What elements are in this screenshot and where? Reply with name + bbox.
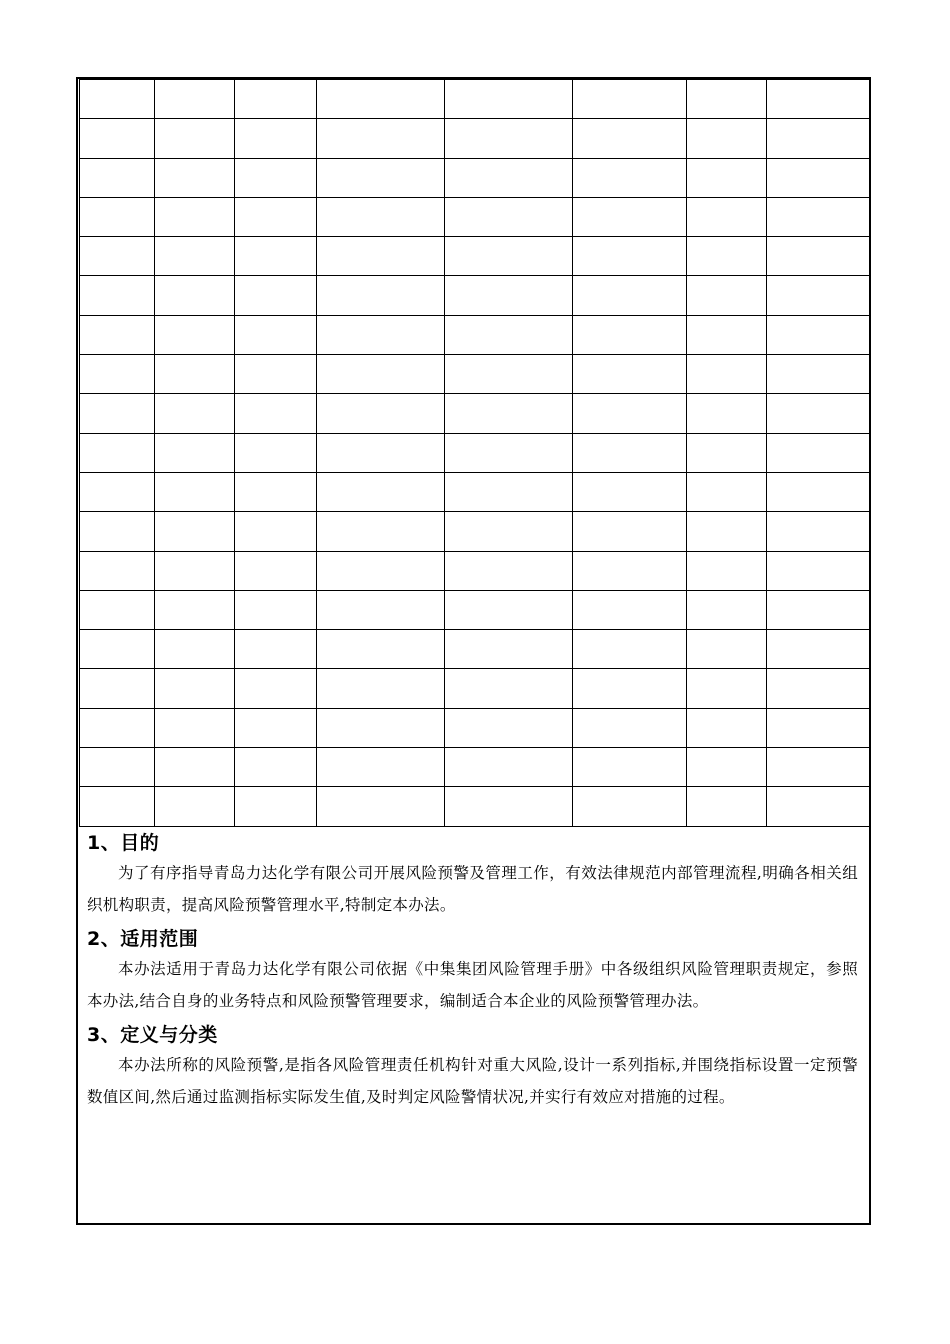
table-cell: [80, 590, 155, 629]
table-cell: [317, 630, 445, 669]
section-heading: 3、定义与分类: [87, 1024, 218, 1046]
table-row: [80, 551, 871, 590]
table-cell: [687, 708, 767, 747]
table-cell: [445, 237, 573, 276]
table-cell: [767, 355, 871, 394]
table-cell: [80, 276, 155, 315]
table-row: [80, 512, 871, 551]
table-cell: [80, 787, 155, 826]
table-cell: [80, 80, 155, 119]
table-cell: [767, 472, 871, 511]
table-cell: [155, 394, 235, 433]
table-cell: [687, 512, 767, 551]
table-cell: [155, 551, 235, 590]
table-cell: [767, 551, 871, 590]
table-cell: [155, 669, 235, 708]
table-cell: [767, 748, 871, 787]
table-cell: [573, 472, 687, 511]
table-cell: [317, 80, 445, 119]
table-cell: [687, 158, 767, 197]
table-cell: [235, 630, 317, 669]
table-cell: [687, 669, 767, 708]
table-row: [80, 237, 871, 276]
table-cell: [155, 787, 235, 826]
table-cell: [687, 748, 767, 787]
table-cell: [155, 197, 235, 236]
table-cell: [80, 708, 155, 747]
table-cell: [445, 158, 573, 197]
table-cell: [80, 355, 155, 394]
table-cell: [155, 472, 235, 511]
table-cell: [235, 590, 317, 629]
table-cell: [155, 315, 235, 354]
table-row: [80, 433, 871, 472]
table-cell: [235, 787, 317, 826]
table-cell: [80, 394, 155, 433]
table-cell: [317, 551, 445, 590]
table-cell: [80, 315, 155, 354]
table-cell: [80, 472, 155, 511]
table-row: [80, 197, 871, 236]
table-cell: [317, 787, 445, 826]
table-cell: [235, 472, 317, 511]
table-cell: [80, 197, 155, 236]
table-cell: [573, 80, 687, 119]
table-cell: [687, 787, 767, 826]
table-cell: [317, 119, 445, 158]
table-cell: [573, 276, 687, 315]
table-cell: [317, 355, 445, 394]
table-cell: [80, 551, 155, 590]
table-cell: [445, 433, 573, 472]
table-cell: [80, 512, 155, 551]
table-row: [80, 787, 871, 826]
table-cell: [80, 748, 155, 787]
table-cell: [235, 80, 317, 119]
table-cell: [317, 748, 445, 787]
table-cell: [573, 433, 687, 472]
table-cell: [687, 433, 767, 472]
table-cell: [235, 669, 317, 708]
table-cell: [767, 119, 871, 158]
table-cell: [235, 748, 317, 787]
table-row: [80, 394, 871, 433]
table-cell: [767, 433, 871, 472]
table-cell: [767, 237, 871, 276]
table-cell: [235, 512, 317, 551]
table-row: [80, 708, 871, 747]
table-cell: [317, 472, 445, 511]
table-cell: [317, 237, 445, 276]
table-cell: [80, 119, 155, 158]
table-cell: [687, 80, 767, 119]
table-cell: [767, 315, 871, 354]
table-cell: [317, 590, 445, 629]
grid-body: [80, 80, 871, 827]
table-cell: [767, 197, 871, 236]
section-heading: 2、适用范围: [87, 928, 199, 950]
table-cell: [573, 119, 687, 158]
table-cell: [445, 355, 573, 394]
table-cell: [767, 394, 871, 433]
section-definition: [87, 1021, 858, 1113]
text-content-area: [79, 826, 870, 1221]
table-cell: [235, 433, 317, 472]
table-cell: [687, 276, 767, 315]
table-cell: [155, 630, 235, 669]
table-row: [80, 630, 871, 669]
table-cell: [573, 590, 687, 629]
table-cell: [235, 551, 317, 590]
table-cell: [317, 315, 445, 354]
table-cell: [687, 472, 767, 511]
table-row: [80, 80, 871, 119]
table-cell: [573, 551, 687, 590]
table-cell: [235, 237, 317, 276]
table-cell: [767, 512, 871, 551]
table-cell: [767, 669, 871, 708]
table-cell: [445, 551, 573, 590]
table-cell: [317, 197, 445, 236]
table-cell: [573, 708, 687, 747]
table-row: [80, 158, 871, 197]
table-cell: [767, 787, 871, 826]
table-row: [80, 669, 871, 708]
table-cell: [445, 315, 573, 354]
table-cell: [155, 80, 235, 119]
table-cell: [445, 787, 573, 826]
table-cell: [767, 80, 871, 119]
table-cell: [573, 158, 687, 197]
table-cell: [687, 119, 767, 158]
table-cell: [573, 315, 687, 354]
table-cell: [767, 708, 871, 747]
table-cell: [80, 669, 155, 708]
table-cell: [573, 394, 687, 433]
table-cell: [687, 590, 767, 629]
table-cell: [317, 158, 445, 197]
table-cell: [445, 276, 573, 315]
table-cell: [317, 708, 445, 747]
table-row: [80, 472, 871, 511]
table-cell: [317, 276, 445, 315]
blank-grid-table: [79, 79, 871, 827]
table-cell: [445, 472, 573, 511]
table-cell: [687, 630, 767, 669]
table-cell: [445, 748, 573, 787]
table-cell: [155, 708, 235, 747]
table-cell: [573, 197, 687, 236]
table-cell: [155, 748, 235, 787]
table-cell: [235, 355, 317, 394]
table-cell: [235, 119, 317, 158]
table-cell: [573, 237, 687, 276]
table-row: [80, 119, 871, 158]
table-cell: [573, 669, 687, 708]
table-cell: [235, 708, 317, 747]
section-purpose: [87, 829, 858, 921]
table-cell: [767, 590, 871, 629]
section-body: 本办法所称的风险预警,是指各风险管理责任机构针对重大风险,设计一系列指标,并围绕指标设置一定预警数值区间,然后通过监测指标实际发生值,及时判定风险警情状况,并实行有效应对措施的过程。: [87, 1056, 858, 1106]
section-body: 为了有序指导青岛力达化学有限公司开展风险预警及管理工作，有效法律规范内部管理流程,明确各相关组织机构职责，提高风险预警管理水平,特制定本办法。: [87, 864, 858, 914]
table-cell: [317, 394, 445, 433]
table-cell: [687, 197, 767, 236]
table-cell: [767, 158, 871, 197]
table-cell: [235, 315, 317, 354]
table-cell: [445, 708, 573, 747]
table-cell: [445, 630, 573, 669]
table-cell: [445, 197, 573, 236]
table-cell: [445, 590, 573, 629]
section-scope: [87, 925, 858, 1017]
table-cell: [445, 80, 573, 119]
table-row: [80, 590, 871, 629]
table-row: [80, 355, 871, 394]
table-cell: [155, 433, 235, 472]
table-cell: [155, 276, 235, 315]
table-cell: [687, 394, 767, 433]
table-row: [80, 315, 871, 354]
table-cell: [767, 276, 871, 315]
table-cell: [445, 119, 573, 158]
table-cell: [317, 512, 445, 551]
table-cell: [317, 433, 445, 472]
table-cell: [235, 158, 317, 197]
table-cell: [235, 276, 317, 315]
table-cell: [155, 590, 235, 629]
table-cell: [155, 158, 235, 197]
table-cell: [317, 669, 445, 708]
table-cell: [80, 433, 155, 472]
table-cell: [573, 355, 687, 394]
table-cell: [687, 551, 767, 590]
table-cell: [687, 237, 767, 276]
table-cell: [573, 512, 687, 551]
table-cell: [80, 630, 155, 669]
table-cell: [80, 158, 155, 197]
table-row: [80, 276, 871, 315]
table-cell: [573, 630, 687, 669]
table-cell: [687, 315, 767, 354]
table-cell: [767, 630, 871, 669]
table-cell: [155, 355, 235, 394]
section-body: 本办法适用于青岛力达化学有限公司依据《中集集团风险管理手册》中各级组织风险管理职责规定，参照本办法,结合自身的业务特点和风险预警管理要求，编制适合本企业的风险预警管理办法。: [87, 960, 858, 1010]
table-cell: [445, 394, 573, 433]
table-cell: [445, 669, 573, 708]
table-cell: [573, 748, 687, 787]
table-cell: [155, 237, 235, 276]
table-cell: [80, 237, 155, 276]
section-heading: 1、目的: [87, 832, 160, 854]
table-cell: [445, 512, 573, 551]
table-cell: [235, 197, 317, 236]
table-cell: [573, 787, 687, 826]
table-cell: [687, 355, 767, 394]
table-cell: [155, 512, 235, 551]
table-row: [80, 748, 871, 787]
table-cell: [155, 119, 235, 158]
table-cell: [235, 394, 317, 433]
